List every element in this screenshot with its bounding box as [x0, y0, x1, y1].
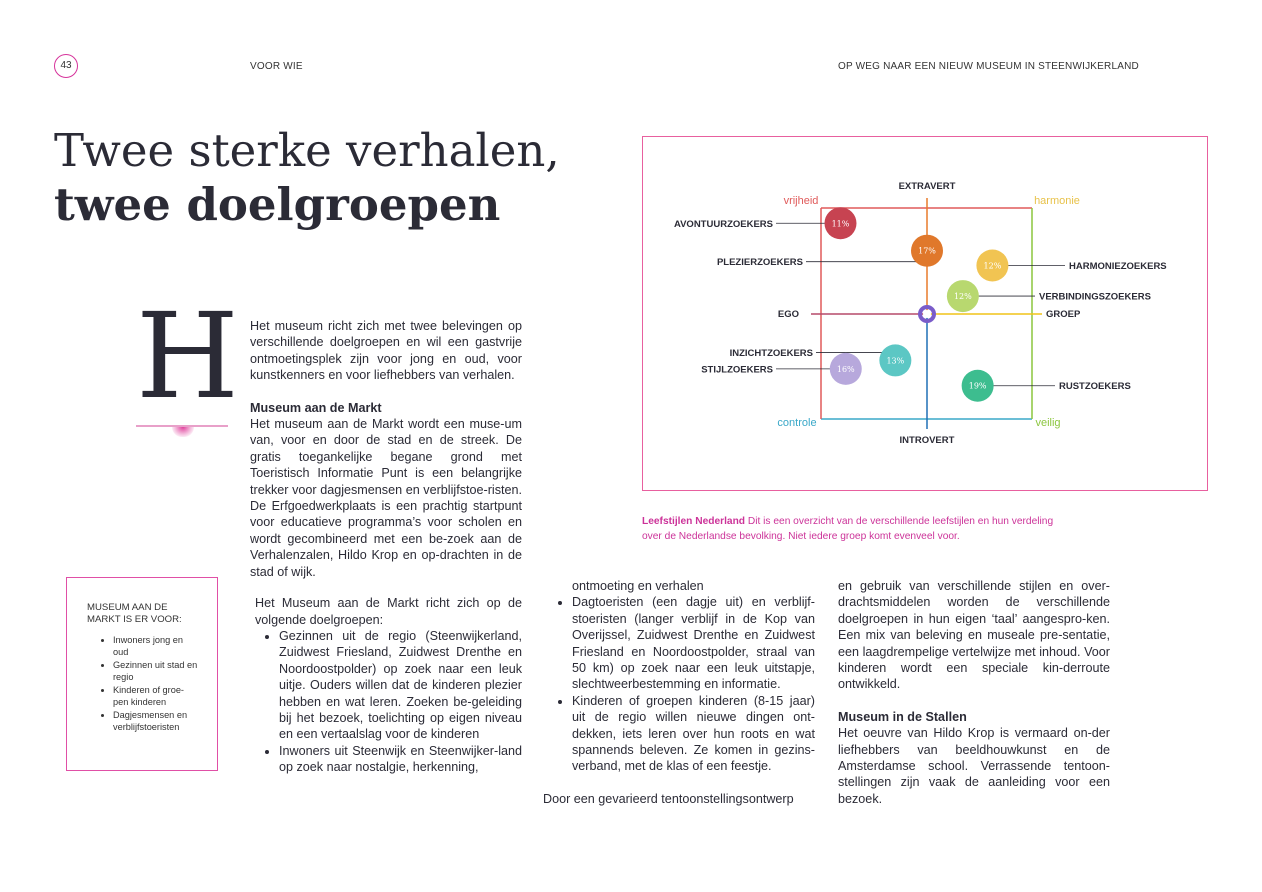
label-groep: GROEP	[1046, 309, 1081, 320]
continued-text: ontmoeting en verhalen	[572, 579, 704, 593]
paragraph-talen: en gebruik van verschillende stijlen en over-drachtsmiddelen worden de verschillende doelgroepen in hun eigen ‘taal’ aangespro-ken. Een mix van beleving en museale pre-sentatie, een laagdrempelige vertelwijze met inhoud. Voor kinderen wordt een speciale kin-derroute ontwikkeld.	[838, 579, 1110, 692]
data-label: 11%	[831, 219, 850, 229]
data-label: 16%	[836, 364, 855, 374]
point-name-label: AVONTUURZOEKERS	[673, 218, 773, 230]
sidebar-item: • Gezinnen uit stad en regio	[113, 659, 199, 683]
chart-caption	[642, 514, 1062, 544]
paragraph-stallen: Het oeuvre van Hildo Krop is vermaard on-der liefhebbers van beeldhouwkunst en de Amsterdamse school. Verrassende tentoon-stellingen zijn vaak de aanleiding voor een bezoek.	[838, 726, 1110, 806]
label-veilig: veilig	[1035, 417, 1061, 429]
lifestyle-chart	[643, 137, 1209, 492]
list-item: • Kinderen of groepen kinderen (8-15 jaar) uit de regio willen nieuwe dingen ont-dekken, iets leren over hun roots en wat spannends beleven. Ze komen in gezins-verband, met de klas of een feestje.	[572, 693, 815, 775]
sidebar-list	[87, 634, 199, 733]
sidebar-item: • Kinderen of groe-pen kinderen	[113, 684, 199, 708]
data-points	[674, 207, 1167, 401]
chart-frame	[642, 136, 1208, 491]
list-item: • Inwoners uit Steenwijk en Steenwijker-land op zoek naar nostalgie, herkenning,	[279, 743, 522, 776]
label-ego: EGO	[777, 309, 799, 320]
paragraph-tentoonstelling: Door een gevarieerd tentoonstellingsontwerp	[543, 791, 794, 806]
center-icon-inner	[923, 310, 931, 318]
label-harmonie: harmonie	[1034, 195, 1080, 207]
publication-header: OP WEG NAAR EEN NIEUW MUSEUM IN STEENWIJKERLAND	[838, 61, 1139, 72]
list-item: • Dagtoeristen (een dagje uit) en verblijf-stoeristen (langer verblijf in de Kop van Overijssel, Zuidwest Drenthe en Zuidwest Friesland en Noordoostpolder, straal van 50 km) op zoek naar een leuk uitstapje, slechtweerbestemming en informatie.	[572, 594, 815, 692]
section-header: VOOR WIE	[250, 61, 303, 72]
page-title	[54, 124, 560, 232]
doelgroepen-list-2	[543, 594, 815, 774]
intro-paragraph: Het museum richt zich met twee belevingen op verschillende doelgroepen en wil een gastvrije ontmoetingsplek zijn voor jong en oud, voor kunstkenners en voor liefhebbers van verhalen.	[250, 319, 522, 383]
paragraph-doelgroepen: Het Museum aan de Markt richt zich op de volgende doelgroepen:	[255, 596, 522, 627]
page-number: 43	[54, 54, 78, 78]
point-name-label: RUSTZOEKERS	[1059, 381, 1131, 393]
sidebar-box	[66, 577, 218, 771]
point-name-label: STIJLZOEKERS	[701, 364, 773, 376]
column-3	[838, 578, 1110, 807]
label-introvert: INTROVERT	[899, 435, 955, 446]
data-label: 13%	[886, 356, 905, 366]
data-label: 12%	[953, 292, 972, 302]
paragraph-markt: Het museum aan de Markt wordt een muse-um van, voor en door de stad en de streek. De gratis toegankelijke begane grond met Toeristisch Informatie Punt is een belangrijke trekker voor dagjesmensen en verblijfstoe-risten. De Erfgoedwerkplaats is een prachtig startpunt voor educatieve programma’s voor scholen en wordt gecombineerd met een be-zoek aan de Verhalenzalen, Hildo Krop en op-drachten in de stad of wijk.	[250, 417, 522, 579]
label-extravert: EXTRAVERT	[898, 181, 956, 192]
data-label: 19%	[968, 381, 987, 391]
drop-cap: H	[136, 287, 239, 425]
heading-museum-in-de-stallen: Museum in de Stallen	[838, 709, 967, 724]
data-label: 12%	[983, 261, 1002, 271]
caption-text: Dit is een overzicht van de verschillende leefstijlen en hun verdeling over de Nederlandse bevolking. Niet iedere groep komt evenveel voor.	[642, 516, 1054, 542]
doelgroepen-list-1	[250, 628, 522, 776]
drop-cap-glow	[172, 427, 194, 437]
caption-title: Leefstijlen Nederland	[642, 516, 746, 527]
data-label: 17%	[918, 246, 936, 256]
point-name-label: INZICHTZOEKERS	[729, 347, 813, 359]
point-name-label: PLEZIERZOEKERS	[716, 257, 803, 269]
list-item: • Gezinnen uit de regio (Steenwijkerland, Zuidwest Friesland, Zuidwest Drenthe en Noordoostpolder) op zoek naar een leuk uitje. Ouders willen dat de kinderen plezier hebben en wat leren. Zoeken be-geleiding bij het bezoek, toelichting op eigen niveau en een vertaalslag voor de kinderen	[279, 628, 522, 743]
title-line-2: twee doelgroepen	[54, 178, 501, 231]
title-line-1: Twee sterke verhalen,	[54, 124, 560, 177]
sidebar-item: • Dagjesmensen en verblijfstoeristen	[113, 709, 199, 733]
label-vrijheid: vrijheid	[783, 195, 819, 207]
column-2	[543, 578, 815, 807]
heading-museum-aan-de-markt: Museum aan de Markt	[250, 400, 382, 415]
point-name-label: VERBINDINGSZOEKERS	[1039, 291, 1151, 303]
point-name-label: HARMONIEZOEKERS	[1069, 260, 1167, 272]
sidebar-item: • Inwoners jong en oud	[113, 634, 199, 658]
column-1	[250, 318, 522, 776]
label-controle: controle	[777, 417, 817, 429]
sidebar-title: MUSEUM AAN DE MARKT IS ER VOOR:	[87, 602, 182, 625]
